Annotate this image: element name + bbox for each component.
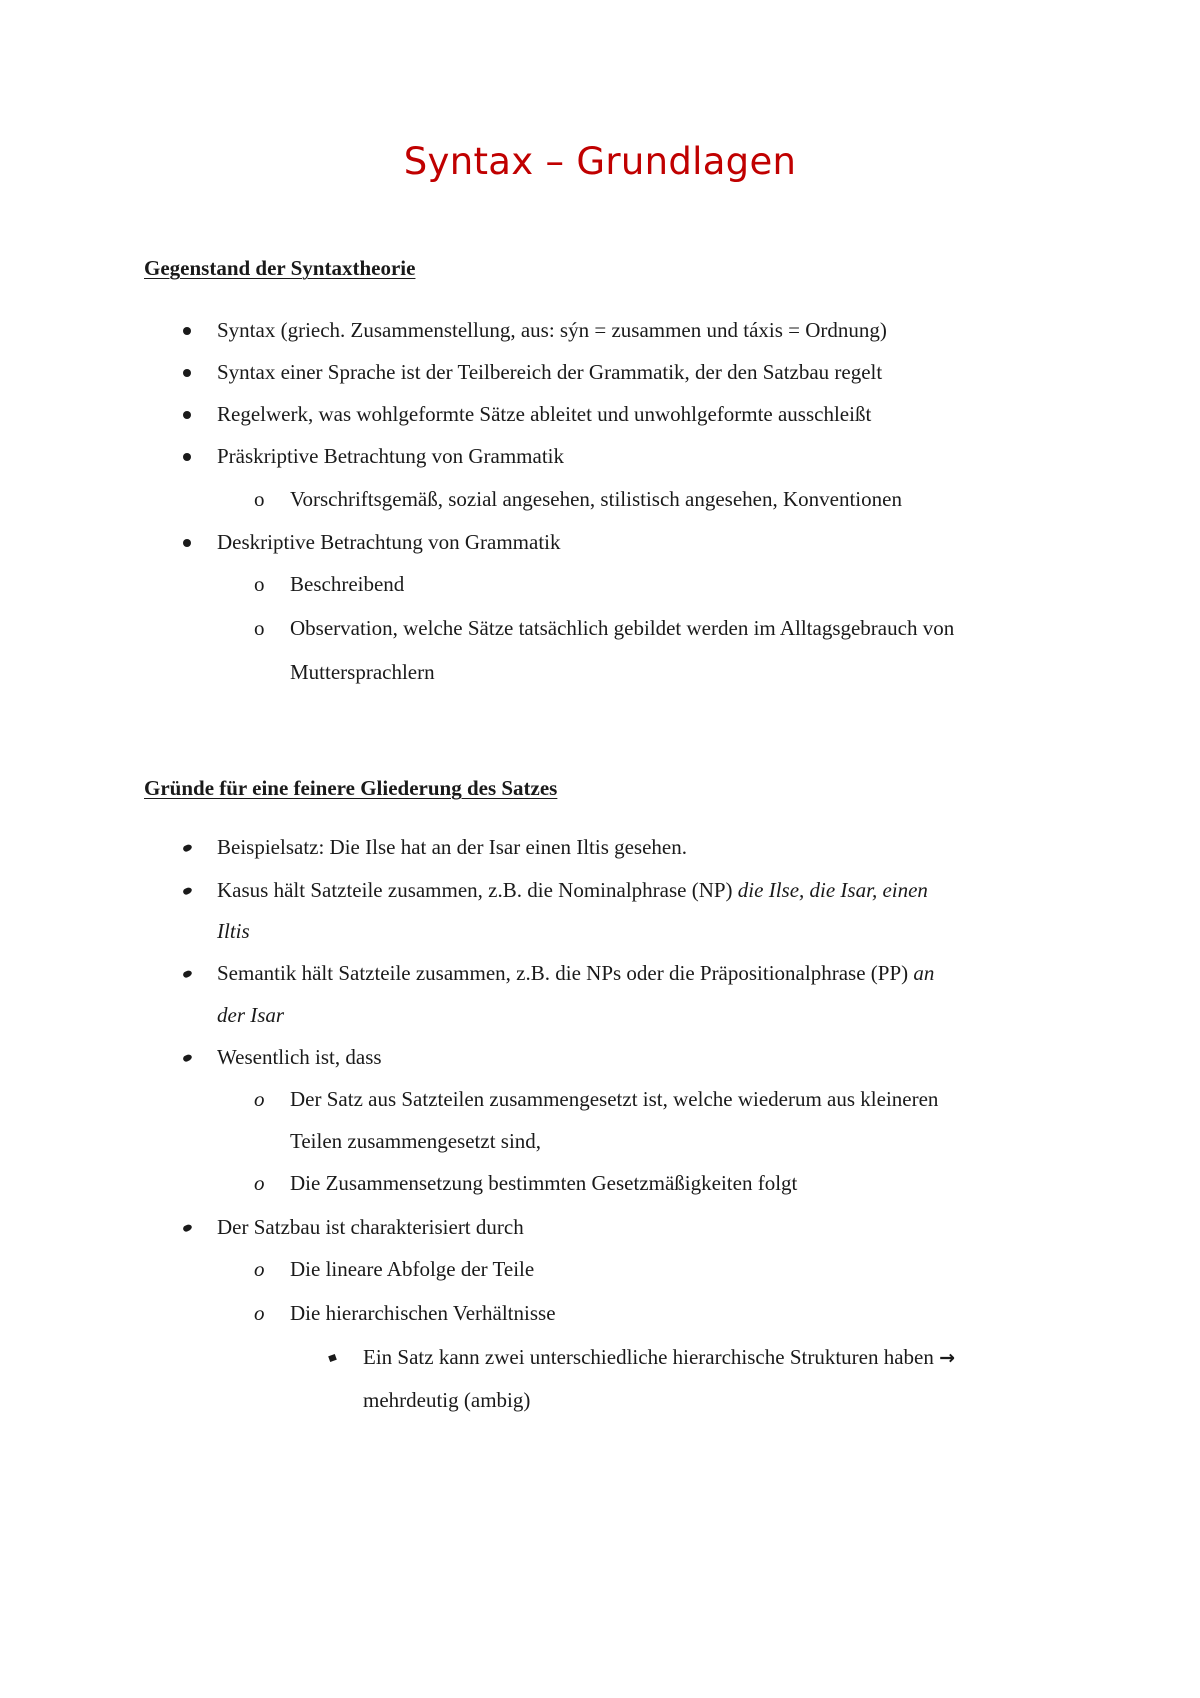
sub-list-item: Der Satz aus Satzteilen zusammengesetzt ist, welche wiederum aus kleineren [290, 1087, 939, 1111]
arrow-right-icon: → [939, 1347, 956, 1369]
sub-list-item: Die Zusammensetzung bestimmten Gesetzmäßigkeiten folgt [290, 1171, 798, 1195]
bullet-disc-icon [183, 528, 191, 556]
list-item-text: Kasus hält Satzteile zusammen, z.B. die Nominalphrase (NP) [217, 878, 738, 902]
sub-sub-list-item-text: Ein Satz kann zwei unterschiedliche hierarchische Strukturen haben [363, 1345, 934, 1369]
sub-list-item-continuation: Teilen zusammengesetzt sind, [290, 1129, 542, 1153]
list-item: Beispielsatz: Die Ilse hat an der Isar einen Iltis gesehen. [217, 835, 687, 859]
document-title: Syntax – Grundlagen [403, 140, 797, 183]
sub-list-item: Beschreibend [290, 572, 405, 596]
sub-list-item: Die lineare Abfolge der Teile [290, 1257, 535, 1281]
list-item-italic-text: an [913, 961, 935, 985]
bullet-arrowhead-icon [183, 876, 192, 904]
sub-list-item: Die hierarchischen Verhältnisse [290, 1301, 556, 1325]
bullet-arrowhead-icon [183, 959, 192, 987]
section-heading-gruende: Gründe für eine feinere Gliederung des Satzes [144, 776, 558, 800]
list-item-text: Semantik hält Satzteile zusammen, z.B. die NPs oder die Präpositionalphrase (PP) [217, 961, 914, 985]
list-item-italic-text: der Isar [217, 1003, 285, 1027]
bullet-arrowhead-icon [183, 1043, 192, 1071]
list-item [217, 959, 934, 987]
sub-list-item: Vorschriftsgemäß, sozial angesehen, stilistisch angesehen, Konventionen [290, 487, 902, 511]
sub-bullet-circle-icon: o [254, 616, 265, 640]
sub-bullet-circle-icon: o [254, 1301, 265, 1325]
section-heading-gegenstand: Gegenstand der Syntaxtheorie [144, 256, 416, 280]
list-item: Syntax einer Sprache ist der Teilbereich der Grammatik, der den Satzbau regelt [217, 360, 883, 384]
bullet-disc-icon [183, 442, 191, 470]
sub-bullet-circle-icon: o [254, 1087, 265, 1111]
bullet-arrowhead-icon [183, 1213, 192, 1241]
sub-bullet-circle-icon: o [254, 1171, 265, 1195]
list-item-continuation [217, 917, 250, 945]
bullet-disc-icon [183, 316, 191, 344]
list-item: Regelwerk, was wohlgeformte Sätze ableitet und unwohlgeformte ausschleißt [217, 402, 872, 426]
sub-bullet-circle-icon: o [254, 572, 265, 596]
list-item-continuation [217, 1001, 284, 1029]
list-item-italic-text: Iltis [217, 919, 250, 943]
list-item: Syntax (griech. Zusammenstellung, aus: sýn = zusammen und táxis = Ordnung) [217, 318, 887, 342]
sub-bullet-circle-icon: o [254, 1257, 265, 1281]
sub-bullet-circle-icon: o [254, 487, 265, 511]
list-item: Deskriptive Betrachtung von Grammatik [217, 530, 561, 554]
list-item: Der Satzbau ist charakterisiert durch [217, 1215, 524, 1239]
sub-sub-list-item [363, 1343, 955, 1372]
bullet-disc-icon [183, 358, 191, 386]
sub-list-item-continuation: Muttersprachlern [290, 660, 435, 684]
bullet-disc-icon [183, 400, 191, 428]
bullet-arrowhead-icon [183, 833, 192, 861]
list-item-italic-text: die Ilse, die Isar, einen [737, 878, 928, 902]
list-item [217, 876, 928, 904]
sub-sub-bullet-square-icon [329, 1343, 336, 1371]
sub-sub-list-item-continuation: mehrdeutig (ambig) [363, 1388, 531, 1412]
list-item: Wesentlich ist, dass [217, 1045, 382, 1069]
sub-list-item: Observation, welche Sätze tatsächlich gebildet werden im Alltagsgebrauch von [290, 616, 955, 640]
list-item: Präskriptive Betrachtung von Grammatik [217, 444, 565, 468]
